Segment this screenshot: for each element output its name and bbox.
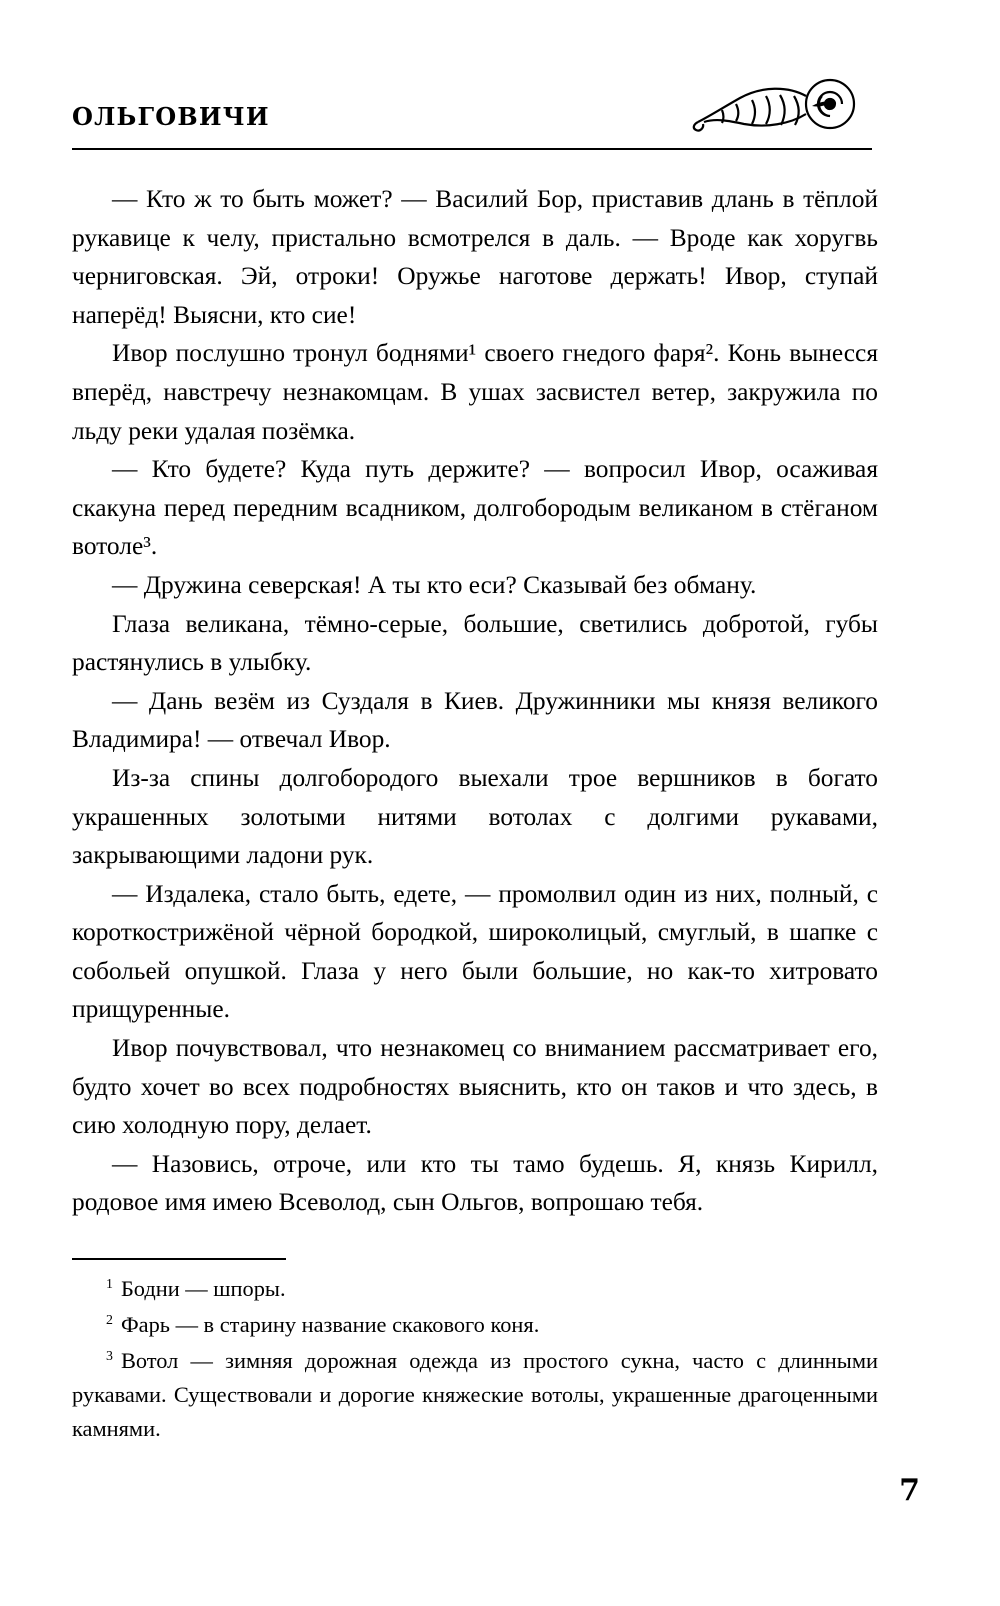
body-text	[72, 180, 878, 1222]
paragraph: — Дань везём из Суздаля в Киев. Дружинники мы князя великого Владимира! — отвечал Ивор.	[72, 686, 878, 754]
paragraph: — Назовись, отроче, или кто ты тамо будешь. Я, князь Кирилл, родовое имя имею Всеволод, сын Ольгов, вопрошаю тебя.	[72, 1149, 878, 1217]
footnote-divider	[72, 1258, 286, 1260]
footnote-item	[72, 1344, 878, 1446]
paragraph: Из-за спины долгобородого выехали трое вершников в богато украшенных золотыми нитями вотолах с долгими рукавами, закрывающими ладони рук.	[72, 763, 878, 870]
paragraph: — Издалека, стало быть, едете, — промолвил один из них, полный, с короткострижёной чёрной бородкой, широколицый, смуглый, в шапке с собольей опушкой. Глаза у него были большие, но как-то хитровато прищуренные.	[72, 879, 878, 1024]
paragraph: — Дружина северская! А ты кто еси? Сказывай без обману.	[112, 570, 757, 599]
footnotes	[72, 1272, 878, 1448]
footnote-item	[72, 1308, 878, 1342]
paragraph: — Кто будете? Куда путь держите? — вопросил Ивор, осаживая скакуна перед передним всадником, долгобородым великаном в стёганом вотоле³.	[72, 455, 878, 561]
footnote-text: Бодни — шпоры.	[120, 1276, 286, 1301]
paragraph: Ивор послушно тронул боднями¹ своего гнедого фаря². Конь вынесся вперёд, навстречу незнакомцам. В ушах засвистел ветер, закружила по льду реки удалая позёмка.	[72, 339, 878, 445]
footnote-text: Вотол — зимняя дорожная одежда из простого сукна, часто с длинными рукавами. Существовали и дорогие княжеские вотолы, украшенные драгоценными камнями.	[72, 1348, 878, 1441]
footnote-item	[72, 1272, 878, 1306]
running-title: ОЛЬГОВИЧИ	[72, 102, 270, 131]
page-header	[72, 96, 872, 158]
footnote-marker: 2	[106, 1312, 113, 1328]
footnote-marker: 1	[106, 1276, 113, 1292]
page-number: 7	[899, 1473, 920, 1508]
footnote-text: Фарь — в старину название скакового коня.	[120, 1312, 540, 1337]
header-divider	[72, 148, 872, 150]
paragraph: Ивор почувствовал, что незнакомец со вниманием рассматривает его, будто хочет во всех подробностях выяснить, кто он таков и что здесь, в сию холодную пору, делает.	[72, 1034, 878, 1140]
footnote-marker: 3	[106, 1348, 113, 1364]
paragraph: Глаза великана, тёмно-серые, большие, светились добротой, губы растянулись в улыбку.	[72, 609, 878, 677]
vine-scroll-ornament-icon	[692, 78, 872, 148]
paragraph: — Кто ж то быть может? — Василий Бор, приставив длань в тёплой рукавице к челу, пристально всмотрелся в даль. — Вроде как хоругвь черниговская. Эй, отроки! Оружье наготове держать! Ивор, ступай наперёд! Выясни, кто сие!	[72, 185, 878, 329]
